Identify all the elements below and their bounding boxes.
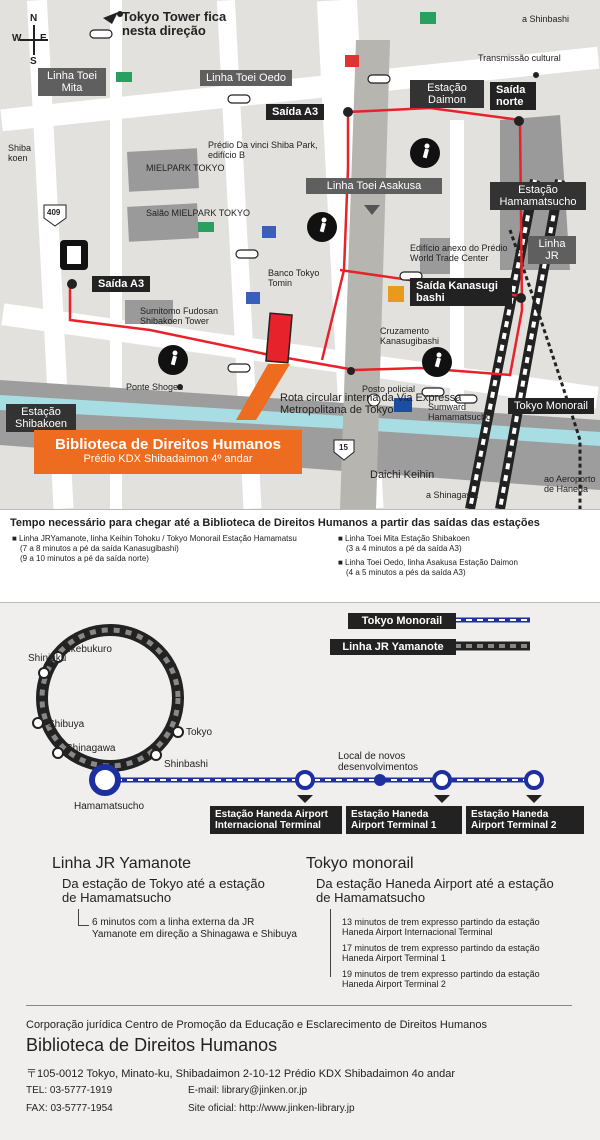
destination-building — [266, 313, 292, 363]
times-col1-l2: (9 a 10 minutos a pé da saída norte) — [20, 554, 149, 563]
route-15: 15 — [339, 443, 348, 452]
tokyo-tower-note: Tokyo Tower fica nesta direção — [122, 9, 227, 38]
footer-fax: FAX: 03-5777-1954 — [26, 1103, 113, 1114]
line-toei-oedo: Linha Toei Oedo — [200, 70, 292, 86]
station-haneda-t1: Estação Haneda Airport Terminal 1 — [346, 806, 462, 834]
new-dev-node — [374, 774, 386, 786]
label-salao: Salão MIELPARK TOKYO — [146, 208, 251, 218]
times-col2 — [338, 534, 518, 578]
label-new-dev: Local de novos desenvolvimentos — [338, 751, 419, 773]
label-shiba-koen: Shiba koen — [8, 143, 32, 163]
times-col1-title: ■ Linha JRYamanote, linha Keihin Tohoku / Tokyo Monorail Estação Hamamatsu — [12, 534, 297, 543]
area-map — [0, 0, 600, 510]
exit-a3-left: Saída A3 — [92, 276, 150, 292]
destination-name: Biblioteca de Direitos Humanos — [55, 436, 281, 453]
jr-sub: Da estação de Tokyo até a estação de Hamamatsucho — [62, 876, 265, 905]
mono-d3: 19 minutos de trem expresso partindo da estação Haneda Airport Terminal 2 — [342, 969, 540, 989]
jr-connector — [78, 909, 89, 926]
times-col2a-l1: (3 a 4 minutos a pé da saída A3) — [346, 544, 462, 553]
label-a-shinbashi: a Shinbashi — [522, 14, 570, 24]
exit-kanasugi: Saída Kanasugi bashi — [410, 278, 512, 306]
line-jr: Linha JR — [528, 236, 576, 264]
label-davinci: Prédio Da vinci Shiba Park, edifício B — [208, 140, 318, 160]
jr-title: Linha JR Yamanote — [52, 855, 192, 872]
footer-email[interactable]: E-mail: library@jinken.or.jp — [188, 1085, 308, 1096]
footer-name: Biblioteca de Direitos Humanos — [26, 1035, 278, 1055]
st-shinagawa: Shinagawa — [66, 743, 116, 754]
legend-yamanote: Linha JR Yamanote — [330, 639, 456, 655]
times-col2b-title: ■ Linha Toei Oedo, linha Asakusa Estação Daimon — [338, 558, 518, 567]
st-shinbashi: Shinbashi — [164, 759, 208, 770]
compass-n: N — [30, 13, 38, 24]
label-mielpark: MIELPARK TOKYO — [146, 163, 225, 173]
label-posto: Posto policial — [362, 384, 416, 394]
label-sumitomo: Sumitomo Fudosan Shibakoen Tower — [140, 306, 219, 326]
mono-title: Tokyo monorail — [306, 855, 414, 872]
line-toei-asakusa: Linha Toei Asakusa — [306, 178, 442, 194]
legend-monorail: Tokyo Monorail — [348, 613, 456, 629]
compass-w: W — [12, 33, 22, 44]
mono-connector — [330, 909, 339, 977]
compass-e: E — [40, 33, 47, 44]
footer-address: 〒105-0012 Tokyo, Minato-ku, Shibadaimon 2-10-12 Prédio KDX Shibadaimon 4o andar — [26, 1068, 456, 1080]
route-409: 409 — [47, 208, 61, 217]
label-ponte: Ponte Shogen — [126, 382, 184, 392]
label-tokyo-monorail: Tokyo Monorail — [508, 398, 594, 414]
label-cruzamento: Cruzamento Kanasugibashi — [380, 326, 440, 346]
label-sumward: Sumward Hamamatsucho — [428, 402, 492, 422]
label-a-shinagawa: a Shinagawa — [426, 490, 479, 500]
jr-detail: 6 minutos com a linha externa da JR Yamanote em direção a Shinagawa e Shibuya — [92, 917, 297, 940]
label-a-haneda: ao Aeroporto de Haneda — [544, 474, 596, 494]
times-col2a-title: ■ Linha Toei Mita Estação Shibakoen — [338, 534, 470, 543]
footer-org: Corporação jurídica Centro de Promoção da Educação e Esclarecimento de Direitos Humanos — [26, 1019, 488, 1031]
st-hamamatsucho: Hamamatsucho — [74, 801, 145, 812]
label-expressway: Rota circular interna da Via Expressa Metropolitana de Tokyo — [280, 392, 462, 416]
station-haneda-intl: Estação Haneda Airport Internacional Terminal — [210, 806, 342, 834]
times-col1-l1: (7 a 8 minutos a pé da saída Kanasugibashi) — [20, 544, 179, 553]
footer-tel: TEL: 03-5777-1919 — [26, 1085, 113, 1096]
st-shinjuku: Shinjuku — [28, 653, 67, 664]
footer-site[interactable]: Site oficial: http://www.jinken-library.jp — [188, 1103, 355, 1114]
mono-d1: 13 minutos de trem expresso partindo da estação Haneda Airport Internacional Terminal — [342, 917, 540, 937]
times-panel — [0, 512, 600, 597]
compass-s: S — [30, 56, 37, 67]
times-col1 — [12, 534, 297, 564]
routes-panel — [0, 602, 600, 1140]
exit-norte: Saída norte — [490, 82, 536, 110]
station-daimon: Estação Daimon — [410, 80, 484, 108]
exit-a3-top: Saída A3 — [266, 104, 324, 120]
station-hamamatsucho: Estação Hamamatsucho — [490, 182, 586, 210]
label-transmissao: Transmissão cultural — [478, 53, 561, 63]
line-toei-mita: Linha Toei Mita — [38, 68, 106, 96]
hamamatsucho-node — [92, 767, 118, 793]
station-shibakoen: Estação Shibakoen — [6, 404, 76, 432]
station-haneda-t2: Estação Haneda Airport Terminal 2 — [466, 806, 584, 834]
st-shibuya: Shibuya — [48, 719, 85, 730]
times-col2b-l1: (4 a 5 minutos a pés da saída A3) — [346, 568, 466, 577]
mono-d2: 17 minutos de trem expresso partindo da estação Haneda Airport Terminal 1 — [342, 943, 540, 963]
label-banco: Banco Tokyo Tomin — [268, 268, 320, 288]
footer-divider — [26, 1005, 572, 1006]
times-heading: Tempo necessário para chegar até a Biblioteca de Direitos Humanos a partir das saídas das estações — [10, 517, 540, 529]
destination-box — [34, 430, 302, 474]
label-daichi-keihin: Daichi Keihin — [370, 469, 435, 481]
destination-sub: Prédio KDX Shibadaimon 4º andar — [83, 453, 253, 465]
st-ikebukuro: Ikebukuro — [68, 644, 112, 655]
st-tokyo: Tokyo — [186, 727, 213, 738]
mono-sub: Da estação Haneda Airport até a estação de Hamamatsucho — [316, 876, 554, 905]
label-wtc: Edifício anexo do Prédio World Trade Center — [410, 243, 508, 263]
